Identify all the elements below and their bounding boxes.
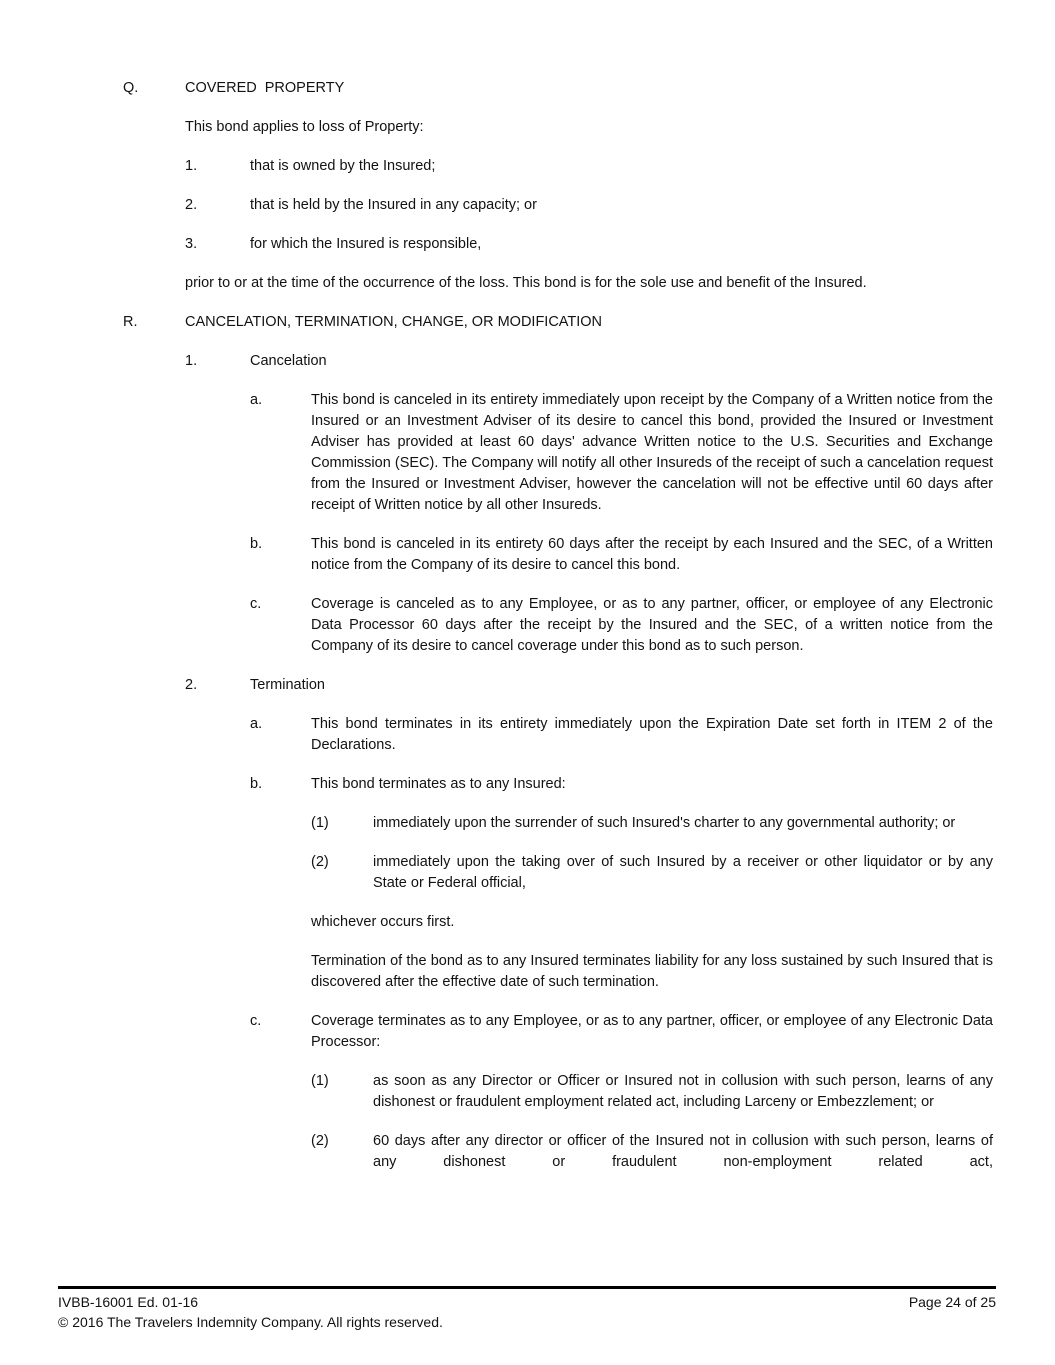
list-item [250, 390, 993, 516]
list-item-label: a. [250, 716, 263, 732]
sublist-item-text: immediately upon the surrender of such Insured's charter to any governmental authority; or [373, 815, 956, 831]
sublist-item-label: (2) [311, 854, 329, 870]
sublist-item [311, 813, 993, 834]
list-item-text: for which the Insured is responsible, [250, 236, 482, 252]
continuation-paragraph: whichever occurs first. [311, 914, 455, 930]
list-item-text: This bond terminates as to any Insured: [311, 776, 566, 792]
list-item-label: 1. [185, 158, 198, 174]
list-item [250, 774, 993, 795]
form-number: IVBB-16001 Ed. 01-16 [58, 1294, 199, 1310]
list-item [185, 156, 993, 177]
page-indicator: Page 24 of 25 [908, 1294, 996, 1310]
subsection-label: 1. [185, 353, 198, 369]
list-item-label: 3. [185, 236, 198, 252]
sublist-item-text: as soon as any Director or Officer or Insured not in collusion with such person, learns of any dishonest or fraudulent employment related act, including Larceny or Embezzlement; or [373, 1073, 993, 1110]
list-item [250, 534, 993, 576]
list-item [185, 195, 993, 216]
sublist-item-text: immediately upon the taking over of such Insured by a receiver or other liquidator or by any State or Federal official, [373, 854, 993, 891]
section-r-heading [123, 312, 993, 333]
section-r-label: R. [123, 314, 138, 330]
copyright-notice: © 2016 The Travelers Indemnity Company. All rights reserved. [58, 1314, 443, 1330]
sublist-item-label: (1) [311, 815, 329, 831]
section-q-intro: This bond applies to loss of Property: [185, 119, 424, 135]
section-q-label: Q. [123, 80, 139, 96]
sublist-item [311, 1131, 993, 1173]
sublist-item-label: (1) [311, 1073, 329, 1089]
list-item [185, 234, 993, 255]
page-footer [58, 1286, 996, 1332]
list-item-text: This bond is canceled in its entirety immediately upon receipt by the Company of a Written notice from the Insured or an Investment Adviser of its desire to cancel this bond, provided the Insured or Investment Adviser has provided at least 60 days' advance Written notice to the U.S. Securities and Exchange Commission (SEC). The Company will notify all other Insureds of the receipt of such a cancelation request from the Insured or Investment Adviser, however the cancelation will not be effective until 60 days after receipt of Written notice by all other Insureds. [311, 392, 993, 513]
continuation-paragraph: Termination of the bond as to any Insured terminates liability for any loss sustained by such Insured that is discovered after the effective date of such termination. [311, 953, 993, 990]
list-item [250, 594, 993, 657]
list-item-label: c. [250, 1013, 262, 1029]
section-q-heading [123, 78, 993, 99]
list-item-text: Coverage terminates as to any Employee, or as to any partner, officer, or employee of any Electronic Data Processor: [311, 1013, 993, 1050]
list-item-text: that is held by the Insured in any capacity; or [250, 197, 537, 213]
sublist-item-label: (2) [311, 1133, 329, 1149]
section-r-title: CANCELATION, TERMINATION, CHANGE, OR MODIFICATION [185, 314, 603, 330]
subsection-title: Cancelation [250, 353, 327, 369]
list-item-text: that is owned by the Insured; [250, 158, 436, 174]
section-q-closing: prior to or at the time of the occurrence of the loss. This bond is for the sole use and benefit of the Insured. [185, 275, 867, 291]
list-item-text: Coverage is canceled as to any Employee, or as to any partner, officer, or employee of any Electronic Data Processor 60 days after the receipt by the Insured and the SEC, of a written notice from the Company of its desire to cancel coverage under this bond as to such person. [311, 596, 993, 654]
list-item-label: a. [250, 392, 263, 408]
subsection-termination-heading [185, 675, 993, 696]
subsection-cancelation-heading [185, 351, 993, 372]
sublist-item-text: 60 days after any director or officer of the Insured not in collusion with such person, learns of any dishonest or fraudulent non-employment related act, [373, 1133, 993, 1170]
list-item [250, 1011, 993, 1053]
subsection-title: Termination [250, 677, 325, 693]
footer-divider [58, 1286, 996, 1289]
list-item-text: This bond terminates in its entirety immediately upon the Expiration Date set forth in ITEM 2 of the Declarations. [311, 716, 993, 753]
section-q-title: COVERED PROPERTY [185, 80, 345, 96]
sublist-item [311, 852, 993, 894]
list-item-label: b. [250, 776, 263, 792]
list-item [250, 714, 993, 756]
list-item-text: This bond is canceled in its entirety 60 days after the receipt by each Insured and the SEC, of a Written notice from the Company of its desire to cancel this bond. [311, 536, 993, 573]
list-item-label: c. [250, 596, 262, 612]
list-item-label: 2. [185, 197, 198, 213]
subsection-label: 2. [185, 677, 198, 693]
sublist-item [311, 1071, 993, 1113]
list-item-label: b. [250, 536, 263, 552]
